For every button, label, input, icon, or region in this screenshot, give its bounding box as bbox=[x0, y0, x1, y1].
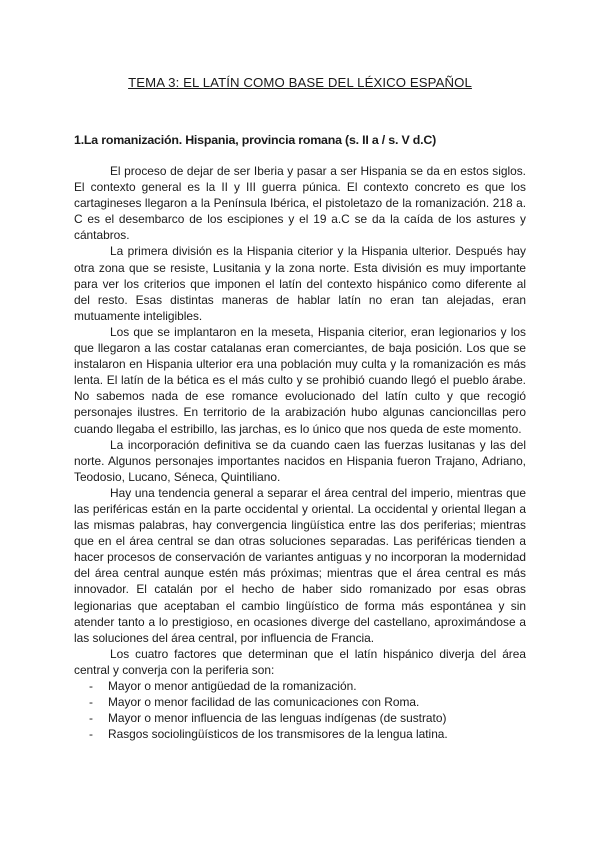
bullet-dash: - bbox=[89, 679, 93, 693]
list-item-text: Mayor o menor facilidad de las comunicaciones con Roma. bbox=[108, 695, 420, 710]
bullet-dash: - bbox=[89, 711, 93, 726]
paragraph: Los que se implantaron en la meseta, Hispania citerior, eran legionarios y los que llegaron a las costar catalanas eran comerciantes, de baja posición. Los que se instalaron en Hispania ulterior era una población muy culta y la romanización es más lenta. El latín de la bética es el más culto y se prohibió cuando llegó el pueblo árabe. No sabemos nada de ese romance evolucionado del latín culto y que recogió personajes ilustres. En territorio de la arabización hubo algunas cancioncillas pero cuando llegaba el estribillo, las jarchas, es lo único que nos queda de este momento. bbox=[74, 324, 526, 436]
list-item bbox=[74, 694, 526, 710]
list-item bbox=[74, 726, 526, 742]
list-item-text: Rasgos sociolingüísticos de los transmisores de la lengua latina. bbox=[108, 727, 448, 742]
paragraph: La incorporación definitiva se da cuando caen las fuerzas lusitanas y las del norte. Algunos personajes importantes nacidos en Hispania fueron Trajano, Adriano, Teodosio, Lucano, Séneca, Quintiliano. bbox=[74, 437, 526, 484]
paragraph: La primera división es la Hispania citerior y la Hispania ulterior. Después hay otra zona que se resiste, Lusitania y la zona norte. Esta división es muy importante para ver los criterios que imponen el latín del contexto hispánico como diferente al del resto. Esas distintas maneras de hablar latín no eran tan alejadas, eran mutuamente inteligibles. bbox=[74, 244, 526, 323]
list-item bbox=[74, 678, 526, 694]
list-item-text: Mayor o menor antigüedad de la romanización. bbox=[108, 679, 357, 693]
paragraph: Los cuatro factores que determinan que el latín hispánico diverja del área central y converja con la periferia son: bbox=[74, 646, 526, 677]
list-item bbox=[74, 710, 526, 726]
page-title: TEMA 3: EL LATÍN COMO BASE DEL LÉXICO ESPAÑOL bbox=[128, 75, 472, 90]
body-text bbox=[74, 163, 526, 742]
paragraph: El proceso de dejar de ser Iberia y pasar a ser Hispania se da en estos siglos. El contexto general es la II y III guerra púnica. El contexto concreto es que los cartagineses llegaron a la Península Ibérica, el pistoletazo de la romanización. 218 a. C es el desembarco de los escipiones y el 19 a.C se da la caída de los astures y cántabros. bbox=[74, 164, 526, 243]
paragraph: Hay una tendencia general a separar el área central del imperio, mientras que las periféricas están en la parte occidental y oriental. La occidental y oriental llegan a las mismas palabras, hay convergencia lingüística entre las dos periferias; mientras que en el área central se dan otras soluciones separadas. Las periféricas tienden a hacer procesos de conservación de variantes antiguas y no incorporan la modernidad del área central aunque estén más próximas; mientras que el área central es más innovador. El catalán por el hecho de haber sido romanizado por esas obras legionarias que aceptaban el cambio lingüístico de forma más espontánea y sin atender tanto a lo prestigioso, en ocasiones diverge del castellano, aproximándose a las soluciones del área central, por influencia de Francia. bbox=[74, 485, 526, 645]
bullet-dash: - bbox=[89, 727, 93, 742]
list-item-text: Mayor o menor influencia de las lenguas indígenas (de sustrato) bbox=[108, 711, 447, 726]
factor-list bbox=[74, 678, 526, 742]
section-heading: 1.La romanización. Hispania, provincia romana (s. II a / s. V d.C) bbox=[74, 133, 437, 147]
bullet-dash: - bbox=[89, 695, 93, 710]
